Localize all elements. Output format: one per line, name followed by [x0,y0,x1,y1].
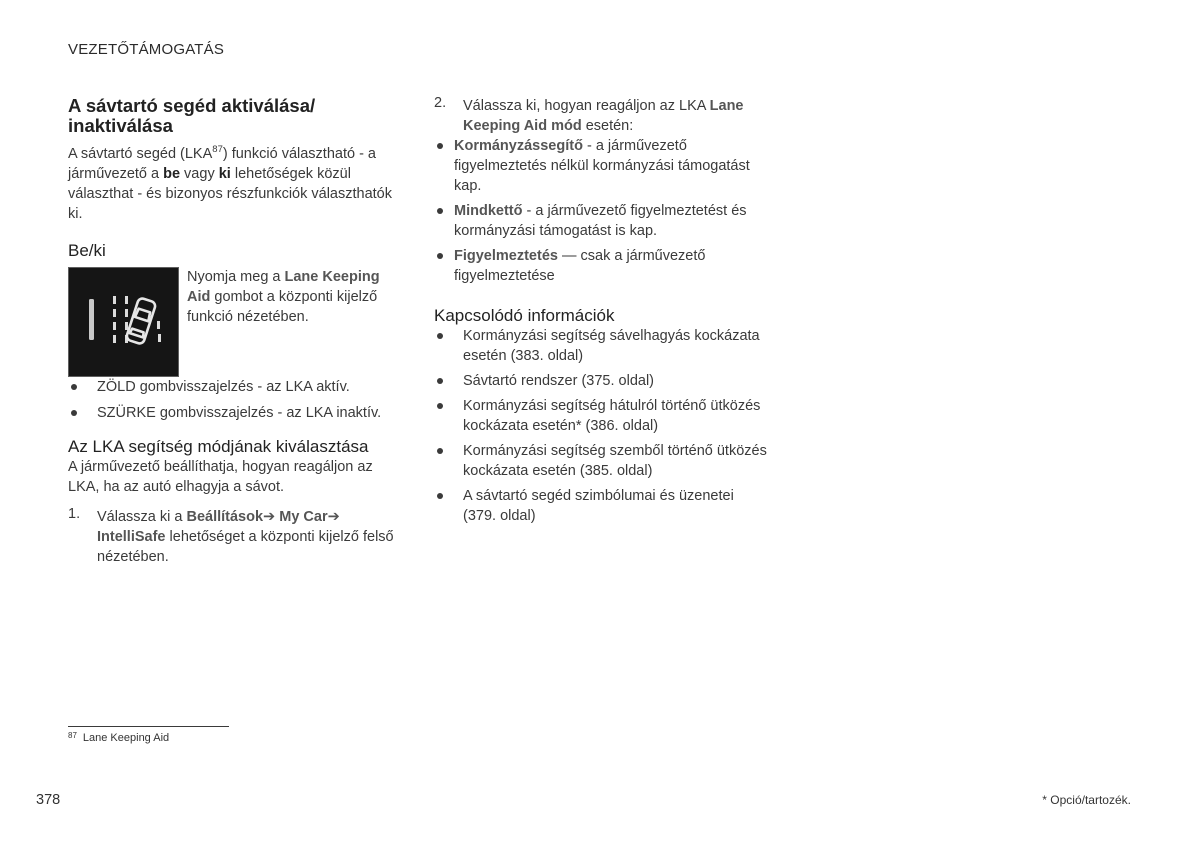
section-title: A sávtartó segéd aktiválása/ inaktiválása [68,95,316,136]
bullet-icon [437,253,443,259]
related-link-text: Kormányzási segítség hátulról történő ütközés kockázata esetén* (386. oldal) [463,398,761,434]
bullet-icon [71,410,77,416]
arrow-right-icon: ➔ [327,509,340,525]
intro-text-4: lehetőségek közül választhat - és bizonyos részfunkciók választhatók ki. [68,166,392,222]
footnote [68,732,169,744]
related-link[interactable] [434,396,769,436]
related-link[interactable] [434,441,769,481]
option-name: Kormányzássegítő [454,138,583,154]
press-text-1: Nyomja meg a [187,269,285,285]
mode-options-list [434,136,769,286]
optional-equipment-note: * Opció/tartozék. [1042,793,1131,807]
intro-text-2: ) funkció választható - a járművezető a [68,146,376,182]
status-green-text: ZÖLD gombvisszajelzés - az LKA aktív. [97,379,350,395]
step-number: 1. [68,506,81,522]
list-item [68,403,398,423]
footnote-number: 87 [68,731,77,740]
arrow-right-icon: ➔ [263,509,276,525]
intro-text-3: vagy [180,166,219,182]
related-link-text: Kormányzási segítség sávelhagyás kockázata esetén (383. oldal) [463,328,760,364]
related-link[interactable] [434,371,769,391]
bullet-icon [437,378,443,384]
option-ki: ki [218,166,231,182]
section-header: VEZETŐTÁMOGATÁS [68,41,225,58]
related-link-text: Kormányzási segítség szemből történő ütközés kockázata esetén (385. oldal) [463,443,767,479]
intro-text-1: A sávtartó segéd (LKA [68,146,213,162]
bullet-icon [437,403,443,409]
bullet-icon [71,384,77,390]
menu-path-beallitasok: Beállítások [186,509,264,525]
bullet-icon [437,493,443,499]
footnote-reference: 87 [212,144,223,155]
list-item [434,201,769,241]
option-name: Mindkettő [454,203,523,219]
left-column [68,96,398,567]
menu-path-intellisafe: IntelliSafe [97,529,166,545]
page-number: 378 [36,792,61,808]
related-list [434,326,769,526]
status-list [68,377,398,423]
status-grey-text: SZÜRKE gombvisszajelzés - az LKA inaktív. [97,405,382,421]
option-description: - a járművezető figyelmeztetést és kormányzási támogatást is kap. [454,203,747,239]
step2-text-2: esetén: [581,118,634,134]
step-2 [434,96,769,136]
press-button-instruction [187,267,397,377]
intro-paragraph [68,144,398,224]
step1-text-1: Válassza ki a [97,509,187,525]
steps-list-continued [434,96,769,136]
list-item [68,377,398,397]
bullet-icon [437,333,443,339]
footnote-text: Lane Keeping Aid [82,732,170,744]
lane-keeping-aid-button-image [68,267,179,377]
step1-text-2: lehetőséget a központi kijelző felső nézetében. [97,529,394,565]
footnote-divider [68,726,229,727]
related-link-text: A sávtartó segéd szimbólumai és üzenetei (379. oldal) [463,488,734,524]
lane-keeping-aid-mode-label: Lane Keeping Aid mód [463,98,744,134]
related-link-text: Sávtartó rendszer (375. oldal) [463,373,655,389]
steps-list [68,507,398,567]
bullet-icon [437,448,443,454]
option-be: be [163,166,181,182]
lane-keeping-aid-button-label: Lane Keeping Aid [187,269,380,305]
step-number: 2. [434,95,447,111]
mode-intro: A járművezető beállíthatja, hogyan reagáljon az LKA, ha az autó elhagyja a sávot. [68,459,373,495]
bullet-icon [437,143,443,149]
bullet-icon [437,208,443,214]
option-description: — csak a járművezető figyelmeztetése [454,248,706,284]
list-item [434,246,769,286]
list-item [434,136,769,196]
option-description: - a járművezető figyelmeztetés nélkül kormányzási támogatást kap. [454,138,750,194]
step2-text-1: Válassza ki, hogyan reagáljon az LKA [463,98,710,114]
press-text-2: gombot a központi kijelző funkció nézetében. [187,289,378,325]
menu-path-my-car: My Car [279,509,328,525]
step-1 [68,507,398,567]
option-name: Figyelmeztetés [454,248,558,264]
mode-heading: Az LKA segítség módjának kiválasztása [68,437,369,456]
related-link[interactable] [434,486,769,526]
related-heading: Kapcsolódó információk [434,306,615,325]
related-link[interactable] [434,326,769,366]
lane-keeping-aid-car-icon [69,268,178,376]
right-column [434,96,769,531]
onoff-heading: Be/ki [68,241,106,260]
